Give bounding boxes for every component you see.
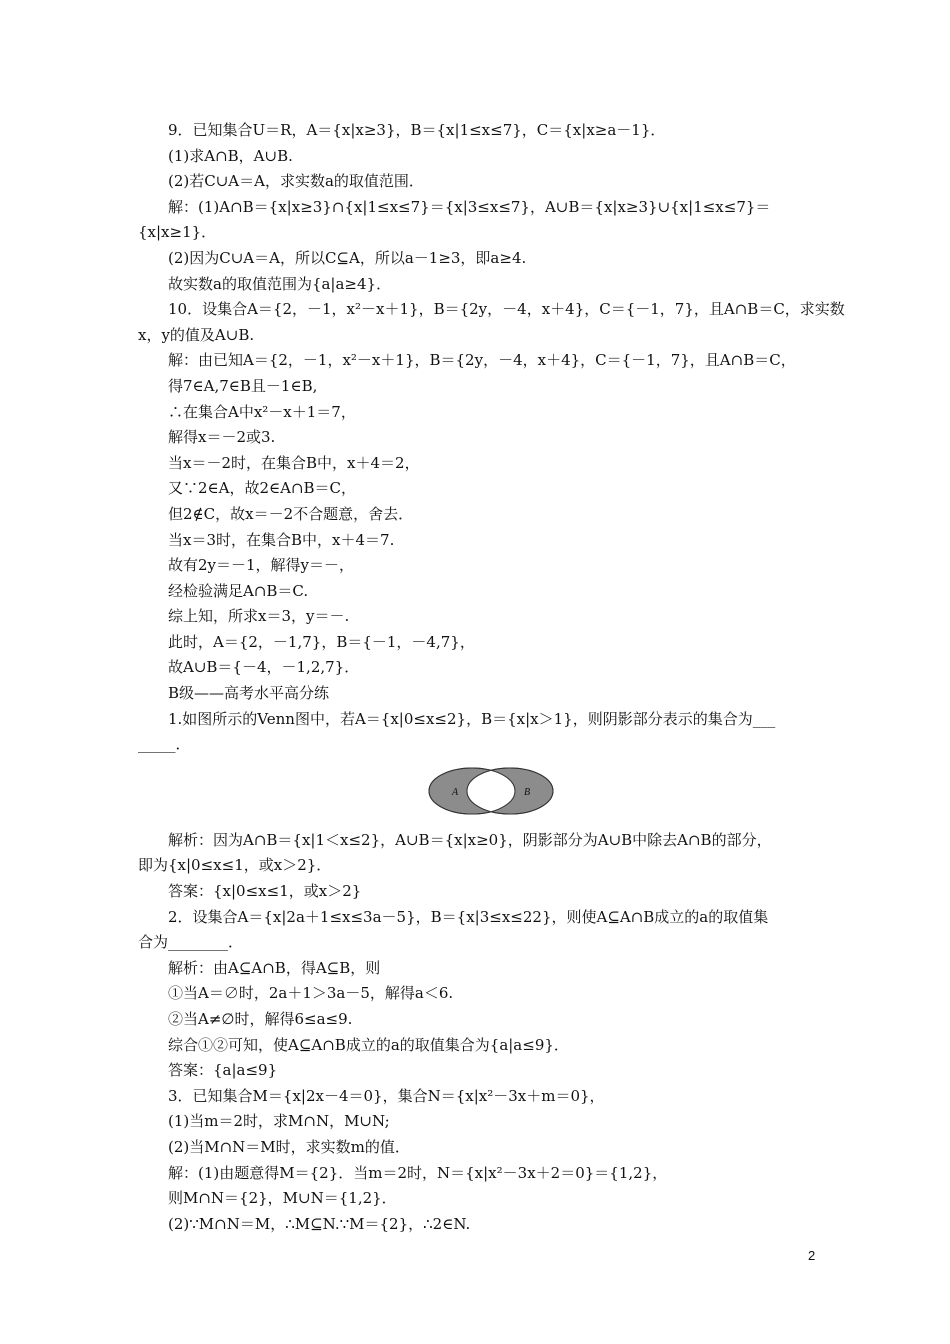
text-line: 合为________． [138, 933, 244, 952]
text-line: 得7∈A,7∈B且－1∈B, [168, 376, 318, 395]
text-line: 10．设集合A＝{2，－1，x²－x＋1}，B＝{2y，－4，x＋4}，C＝{－1，7}，且A∩B＝C，求实数 [168, 300, 845, 319]
text-line: ②当A≠∅时，解得6≤a≤9. [168, 1010, 353, 1028]
text-line: {x|x≥1}． [138, 223, 217, 242]
text-line: 3．已知集合M＝{x|2x－4＝0}，集合N＝{x|x²－3x＋m＝0}， [168, 1086, 605, 1105]
text-line: 故有2y＝－1，解得y＝－， [168, 556, 355, 575]
text-line: 解：由已知A＝{2，－1，x²－x＋1}，B＝{2y，－4，x＋4}，C＝{－1，7}，且A∩B＝C， [168, 351, 796, 370]
text-line: 经检验满足A∩B＝C. [168, 581, 309, 600]
text-line: 此时，A＝{2，－1,7}，B＝{－1，－4,7}， [168, 632, 475, 651]
text-line: 综合①②可知，使A⊆A∩B成立的a的取值集合为{a|a≤9}． [168, 1035, 569, 1054]
text-line: 解析：由A⊆A∩B，得A⊆B，则 [168, 958, 381, 977]
text-line: (2)若C∪A＝A，求实数a的取值范围． [168, 172, 424, 191]
text-block-top [138, 118, 845, 758]
text-line: x，y的值及A∪B. [138, 325, 255, 344]
text-line: 答案：{a|a≤9} [168, 1061, 278, 1080]
text-line: 故A∪B＝{－4，－1,2,7}． [168, 658, 360, 677]
venn-label-a: A [452, 786, 459, 798]
text-line: 解得x＝－2或3. [168, 428, 276, 447]
text-line: 当x＝－2时，在集合B中，x＋4＝2， [168, 453, 420, 472]
text-line: 综上知，所求x＝3，y＝－. [168, 607, 350, 626]
text-line: B级——高考水平高分练 [168, 684, 330, 703]
venn-diagram-svg [428, 764, 554, 818]
text-line: 答案：{x|0≤x≤1，或x＞2} [168, 882, 362, 901]
text-line: (2)当M∩N＝M时，求实数m的值． [168, 1137, 410, 1156]
text-line: ①当A＝∅时，2a＋1＞3a－5，解得a＜6. [168, 984, 454, 1003]
text-line: (2)∵M∩N＝M，∴M⊆N.∵M＝{2}，∴2∈N. [168, 1214, 471, 1233]
text-line: ∴在集合A中x²－x＋1＝7， [168, 402, 356, 421]
text-line: 解析：因为A∩B＝{x|1＜x≤2}，A∪B＝{x|x≥0}，阴影部分为A∪B中除去A∩B的部分， [168, 830, 772, 849]
text-line: 即为{x|0≤x≤1，或x＞2}． [138, 856, 332, 875]
text-line: _____． [138, 735, 191, 754]
text-line: 解：(1)A∩B＝{x|x≥3}∩{x|1≤x≤7}＝{x|3≤x≤7}，A∪B＝{x|x≥3}∪{x|1≤x≤7}＝ [168, 197, 771, 216]
text-block-bottom [138, 828, 818, 1238]
text-line: (1)当m＝2时，求M∩N，M∪N; [168, 1112, 390, 1131]
text-line: 9．已知集合U＝R，A＝{x|x≥3}，B＝{x|1≤x≤7}，C＝{x|x≥a－1}． [168, 121, 666, 139]
page-content [138, 118, 845, 1237]
text-line: (2)因为C∪A＝A，所以C⊆A，所以a－1≥3，即a≥4. [168, 248, 527, 267]
text-line: 则M∩N＝{2}，M∪N＝{1,2}． [168, 1189, 397, 1208]
venn-diagram [138, 764, 818, 820]
page-number: 2 [808, 1248, 816, 1263]
text-line: 故实数a的取值范围为{a|a≥4}． [168, 274, 392, 293]
text-line: 解：(1)由题意得M＝{2}．当m＝2时，N＝{x|x²－3x＋2＝0}＝{1,2}， [168, 1163, 668, 1182]
venn-label-b: B [524, 786, 531, 798]
text-line: 1.如图所示的Venn图中，若A＝{x|0≤x≤2}，B＝{x|x＞1}，则阴影部分表示的集合为___ [168, 709, 776, 728]
text-line: 但2∉C，故x＝－2不合题意，舍去． [168, 504, 414, 523]
text-line: (1)求A∩B，A∪B. [168, 146, 293, 165]
text-line: 当x＝3时，在集合B中，x＋4＝7. [168, 530, 395, 549]
text-line: 2．设集合A＝{x|2a＋1≤x≤3a－5}，B＝{x|3≤x≤22}，则使A⊆A∩B成立的a的取值集 [168, 907, 769, 926]
text-line: 又∵2∈A，故2∈A∩B＝C， [168, 479, 357, 498]
